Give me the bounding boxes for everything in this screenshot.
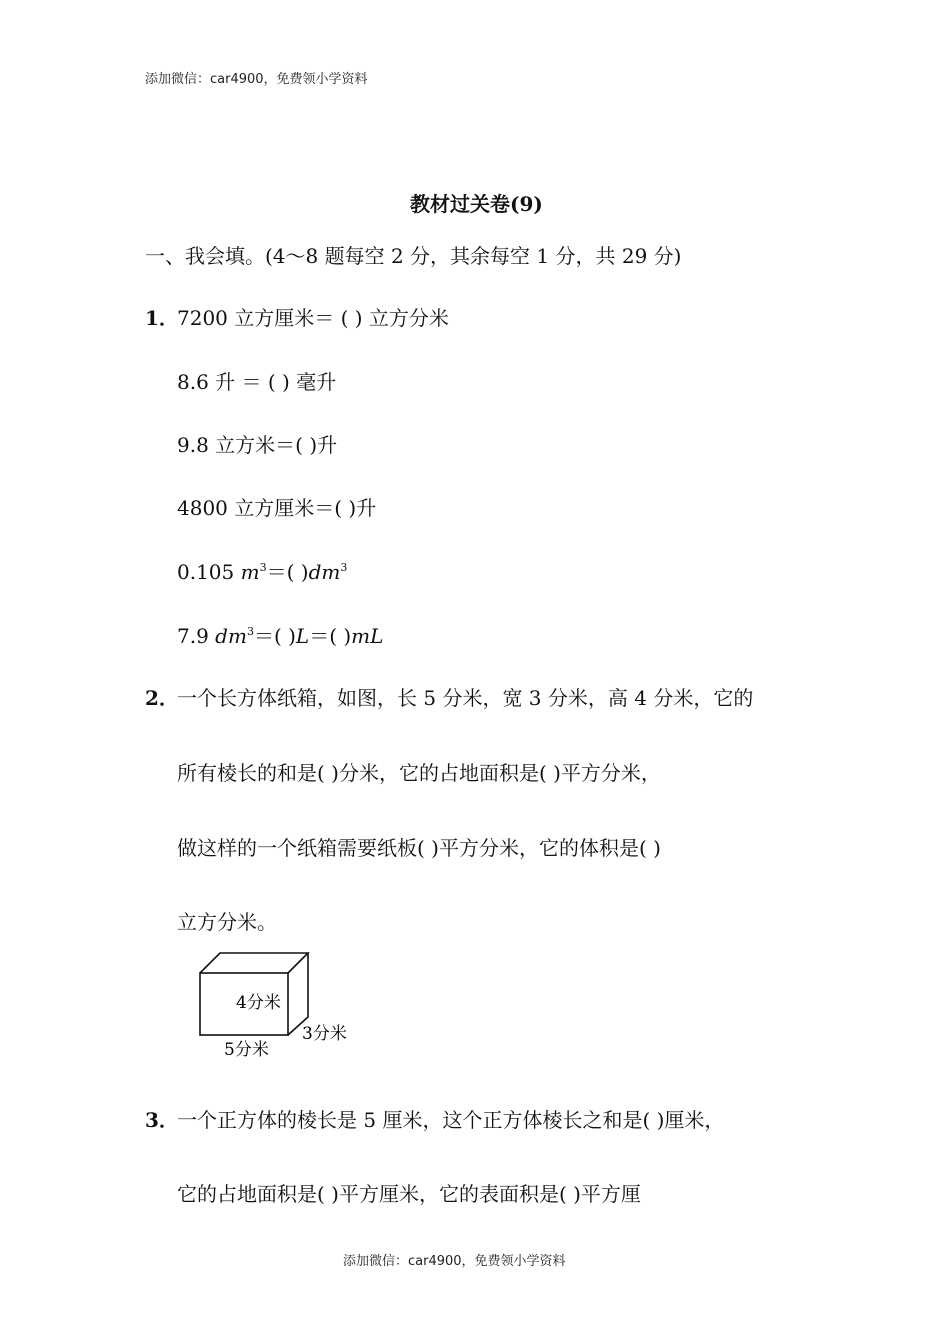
cuboid-side-face: [288, 953, 308, 1035]
watermark-top: 添加微信：car4900，免费领小学资料: [145, 72, 368, 87]
q2-number: 2．: [145, 686, 179, 710]
cuboid-top-face: [200, 953, 308, 973]
height-label: 4分米: [236, 993, 281, 1013]
q3-number: 3．: [145, 1108, 179, 1132]
watermark-bottom: 添加微信：car4900，免费领小学资料: [343, 1254, 566, 1269]
section-heading: 一、我会填。(4～8 题每空 2 分，其余每空 1 分，共 29 分): [145, 244, 682, 268]
q1-line-2: 8.6 升 ＝ ( ) 毫升: [177, 370, 337, 394]
length-label: 5分米: [224, 1040, 269, 1060]
q1-line-4: 4800 立方厘米＝( )升: [177, 496, 377, 520]
q1-number: 1．: [145, 306, 179, 330]
q1-line-3: 9.8 立方米＝( )升: [177, 433, 338, 457]
cuboid-figure: [190, 945, 370, 1065]
q1-line-1: 1．7200 立方厘米＝ ( ) 立方分米: [145, 302, 449, 331]
width-label: 3分米: [302, 1024, 347, 1044]
q2-line-2: 所有棱长的和是( )分米，它的占地面积是( )平方分米，: [177, 761, 661, 785]
q1-line-6: 7.9 $dm^3=$( )L＝( )mL: [177, 624, 384, 648]
q3-line-1: 3．一个正方体的棱长是 5 厘米，这个正方体棱长之和是( )厘米，: [145, 1104, 724, 1133]
q1-line-5: 0.105 $m^3=$( )$dm^3$: [177, 560, 348, 584]
page-title: 教材过关卷(9): [410, 192, 543, 216]
q2-line-4: 立方分米。: [177, 910, 277, 934]
q2-line-3: 做这样的一个纸箱需要纸板( )平方分米，它的体积是( ): [177, 836, 661, 860]
q2-line-1: 2．一个长方体纸箱，如图，长 5 分米，宽 3 分米，高 4 分米，它的: [145, 682, 753, 711]
q3-line-2: 它的占地面积是( )平方厘米，它的表面积是( )平方厘: [177, 1182, 641, 1206]
